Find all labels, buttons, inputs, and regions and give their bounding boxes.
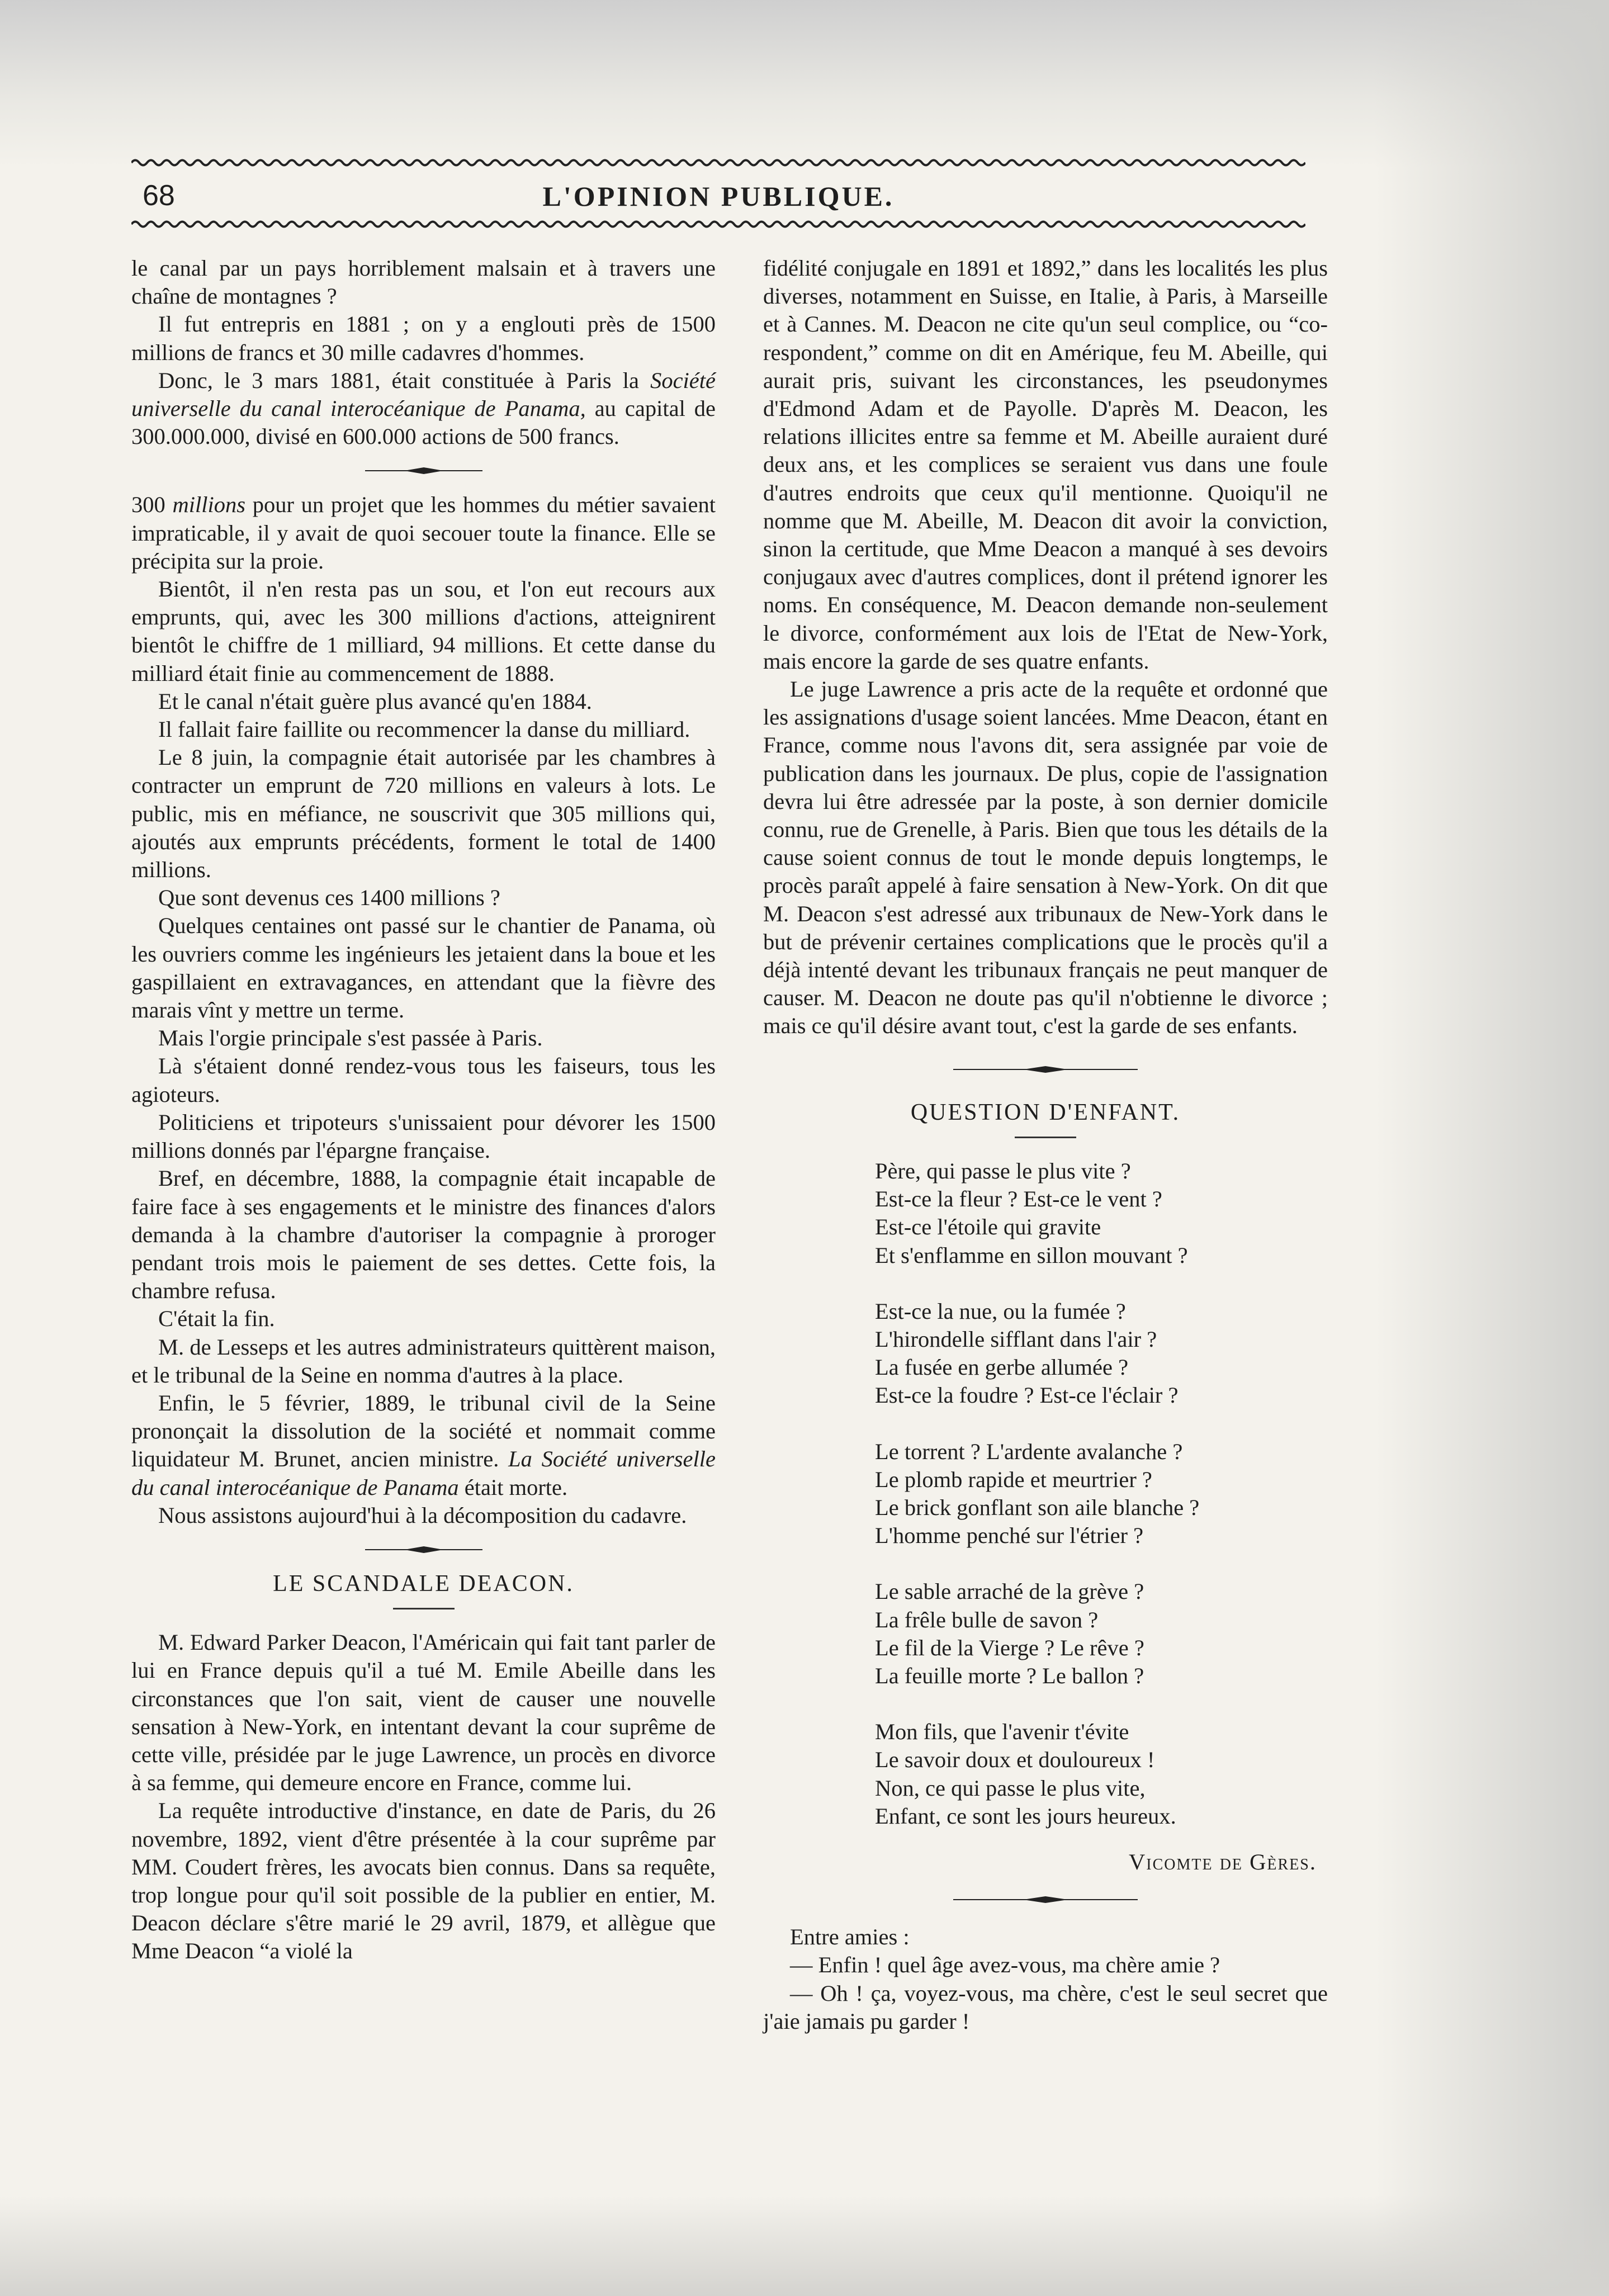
panama-paragraph-2: Il fut entrepris en 1881 ; on y a englouti près de 1500 millions de francs et 30 mille cadavres d'hommes. <box>131 311 716 365</box>
right-column <box>763 254 1328 2035</box>
dialogue-intro: Entre amies : <box>790 1924 910 1950</box>
poem-title: QUESTION D'ENFANT. <box>910 1099 1181 1125</box>
section-divider-ornament <box>365 1543 482 1556</box>
panama-paragraph-5: Bientôt, il n'en resta pas un sou, et l'on eut recours aux emprunts, qui, avec les 300 millions d'actions, atteignirent bientôt le chiffre de 1 milliard, 94 millions. Et cette danse du milliard était finie au commencement de 1888. <box>131 576 716 686</box>
deacon-paragraph-3: fidélité conjugale en 1891 et 1892,” dans les localités les plus diverses, notamment en Suisse, en Italie, à Paris, à Marseille et à Cannes. M. Deacon ne cite qu'un seul complice, ou “co-respondent,” comme on dit en Amérique, feu M. Abeille, qui aurait pris, suivant les circonstances, les pseudonymes d'Edmond Adam et de Payolle. D'après M. Deacon, les relations illicites entre sa femme et M. Abeille auraient duré deux ans, et les complices se seraient vus dans une foule d'autres endroits que ceux qu'il mentionne. Quoiqu'il ne nomme que M. Abeille, M. Deacon dit avoir la conviction, sinon la certitude, que Mme Deacon a manqué à ses devoirs conjugaux avec d'autres complices, dont il prétend ignorer les noms. En conséquence, M. Deacon demande non-seulement le divorce, conformément aux lois de l'Etat de New-York, mais encore la garde de ses quatre enfants. <box>763 255 1328 674</box>
poem-verse: Le torrent ? L'ardente avalanche ? <box>875 1438 1183 1464</box>
poem-verse: Est-ce la foudre ? Est-ce l'éclair ? <box>875 1383 1179 1408</box>
section-divider-ornament <box>365 464 482 477</box>
running-title: L'OPINION PUBLIQUE. <box>542 181 895 212</box>
page-header <box>131 174 1305 219</box>
panama-paragraph-12: Là s'étaient donné rendez-vous tous les faiseurs, tous les agioteurs. <box>131 1053 716 1107</box>
dialogue-line: — Oh ! ça, voyez-vous, ma chère, c'est le seul secret que j'aie jamais pu garder ! <box>763 1980 1328 2034</box>
section-divider-ornament <box>953 1063 1138 1076</box>
poem-verse: Mon fils, que l'avenir t'évite <box>875 1719 1129 1745</box>
panama-paragraph-6: Et le canal n'était guère plus avancé qu'en 1884. <box>158 688 592 714</box>
scandale-deacon-title: LE SCANDALE DEACON. <box>273 1570 574 1597</box>
section-divider-ornament <box>953 1893 1138 1906</box>
poem-verse: Le sable arraché de la grève ? <box>875 1579 1144 1604</box>
poem-verse: L'homme penché sur l'étrier ? <box>875 1523 1144 1549</box>
deacon-paragraph-1: M. Edward Parker Deacon, l'Américain qui fait tant parler de lui en France depuis qu'il a tué M. Emile Abeille dans les circonstances que l'on sait, vient de causer une nouvelle sensation à New-York, en intentant devant la cour suprême de cette ville, présidée par le juge Lawrence, un procès en divorce à sa femme, qui demeure encore en France, comme lui. <box>131 1630 716 1796</box>
deacon-paragraph-4: Le juge Lawrence a pris acte de la requête et ordonné que les assignations d'usage soient lancées. Mme Deacon, étant en France, comme nous l'avons dit, sera assignée par voie de publication dans les journaux. De plus, copie de l'assignation devra lui être adressée par la poste, à son dernier domicile connu, rue de Grenelle, à Paris. Bien que tous les détails de la cause soient connus de tout le monde depuis longtemps, le procès paraît appelé à faire sensation à New-York. On dit que M. Deacon s'est adressé aux tribunaux de New-York dans le but de prévenir certaines complications que le procès qu'il a déjà intenté devant les tribunaux français ne peut manquer de causer. M. Deacon ne doute pas qu'il n'obtienne le divorce ; mais ce qu'il désire avant tout, c'est la garde de ses enfants. <box>763 676 1328 1039</box>
poem-verse: La frêle bulle de savon ? <box>875 1607 1099 1632</box>
scan-shading-right <box>1374 0 1609 2296</box>
poem <box>875 1157 1328 1830</box>
panama-paragraph-4: 300 millions pour un projet que les hommes du métier savaient impraticable, il y avait de quoi secouer toute la finance. Elle se précipita sur la proie. <box>131 492 716 574</box>
panama-paragraph-10: Quelques centaines ont passé sur le chantier de Panama, où les ouvriers comme les ingénieurs les jetaient dans la boue et les gaspillaient en extravagances, en attendant que la fièvre des marais vînt y mettre un terme. <box>131 913 716 1023</box>
title-rule <box>1015 1137 1076 1138</box>
poem-verse: Est-ce l'étoile qui gravite <box>875 1214 1101 1240</box>
poem-stanza <box>875 1157 1328 1270</box>
poem-verse: Le plomb rapide et meurtrier ? <box>875 1466 1152 1492</box>
scan-shading-bottom <box>0 2195 1609 2296</box>
poem-stanza <box>875 1718 1328 1830</box>
title-rule <box>393 1608 455 1609</box>
poem-verse: Le fil de la Vierge ? Le rêve ? <box>875 1635 1144 1660</box>
panama-paragraph-18: Nous assistons aujourd'hui à la décomposition du cadavre. <box>158 1502 687 1528</box>
poem-verse: La feuille morte ? Le ballon ? <box>875 1663 1144 1688</box>
panama-paragraph-7: Il fallait faire faillite ou recommencer la danse du milliard. <box>158 717 690 742</box>
poem-verse: Est-ce la nue, ou la fumée ? <box>875 1298 1126 1324</box>
poem-verse: La fusée en gerbe allumée ? <box>875 1355 1129 1380</box>
panama-paragraph-9: Que sont devenus ces 1400 millions ? <box>158 885 500 911</box>
header-top-ornament <box>131 158 1305 168</box>
header-bottom-ornament <box>131 219 1305 229</box>
panama-paragraph-1: le canal par un pays horriblement malsain et à travers une chaîne de montagnes ? <box>131 255 716 309</box>
poem-stanza <box>875 1578 1328 1690</box>
panama-paragraph-8: Le 8 juin, la compagnie était autorisée par les chambres à contracter un emprunt de 720 millions en valeurs à lots. Le public, mis en méfiance, ne souscrivit que 305 millions qui, ajoutés aux emprunts précédents, forment le total de 1400 millions. <box>131 745 716 883</box>
panama-paragraph-17: Enfin, le 5 février, 1889, le tribunal civil de la Seine prononçait la dissolution de la société et nommait comme liquidateur M. Brunet, ancien ministre. La Société universelle du canal interocéanique de Panama était morte. <box>131 1390 716 1500</box>
poem-verse: Non, ce qui passe le plus vite, <box>875 1775 1146 1801</box>
dialogue-line: — Enfin ! quel âge avez-vous, ma chère amie ? <box>790 1952 1220 1978</box>
deacon-paragraph-2: La requête introductive d'instance, en date de Paris, du 26 novembre, 1892, vient d'être présentée à la cour suprême par MM. Coudert frères, les avocats bien connus. Dans sa requête, trop longue pour qu'il soit possible de la publier en entier, M. Deacon déclare s'être marié le 29 avril, 1879, et allègue que Mme Deacon “a violé la <box>131 1798 716 1964</box>
scan-shading-top <box>0 0 1609 168</box>
panama-paragraph-15: C'était la fin. <box>158 1306 275 1332</box>
poem-verse: Le savoir doux et douloureux ! <box>875 1747 1155 1773</box>
poem-signature: Vicomte de Gères. <box>1129 1849 1317 1874</box>
poem-verse: Père, qui passe le plus vite ? <box>875 1158 1131 1183</box>
poem-verse: Enfant, ce sont les jours heureux. <box>875 1803 1176 1829</box>
poem-verse: Et s'enflamme en sillon mouvant ? <box>875 1242 1188 1268</box>
poem-verse: Le brick gonflant son aile blanche ? <box>875 1494 1200 1520</box>
panama-paragraph-3: Donc, le 3 mars 1881, était constituée à Paris la Société universelle du canal interocéanique de Panama, au capital de 300.000.000, divisé en 600.000 actions de 500 francs. <box>131 367 716 449</box>
page-number: 68 <box>143 179 175 212</box>
panama-paragraph-16: M. de Lesseps et les autres administrateurs quittèrent maison, et le tribunal de la Seine en nomma d'autres à la place. <box>131 1334 716 1388</box>
entre-amies <box>763 1923 1328 2035</box>
poem-verse: L'hirondelle sifflant dans l'air ? <box>875 1326 1157 1352</box>
poem-verse: Est-ce la fleur ? Est-ce le vent ? <box>875 1186 1162 1212</box>
panama-paragraph-13: Politiciens et tripoteurs s'unissaient pour dévorer les 1500 millions donnés par l'épargne française. <box>131 1109 716 1163</box>
panama-paragraph-11: Mais l'orgie principale s'est passée à Paris. <box>158 1025 543 1051</box>
poem-stanza <box>875 1438 1328 1550</box>
poem-stanza <box>875 1298 1328 1410</box>
left-column <box>131 254 716 1966</box>
panama-paragraph-14: Bref, en décembre, 1888, la compagnie était incapable de faire face à ses engagements et le ministre des finances d'alors demanda à la chambre d'autoriser la compagnie à proroger pendant trois mois le paiement de ses dettes. Cette fois, la chambre refusa. <box>131 1166 716 1304</box>
